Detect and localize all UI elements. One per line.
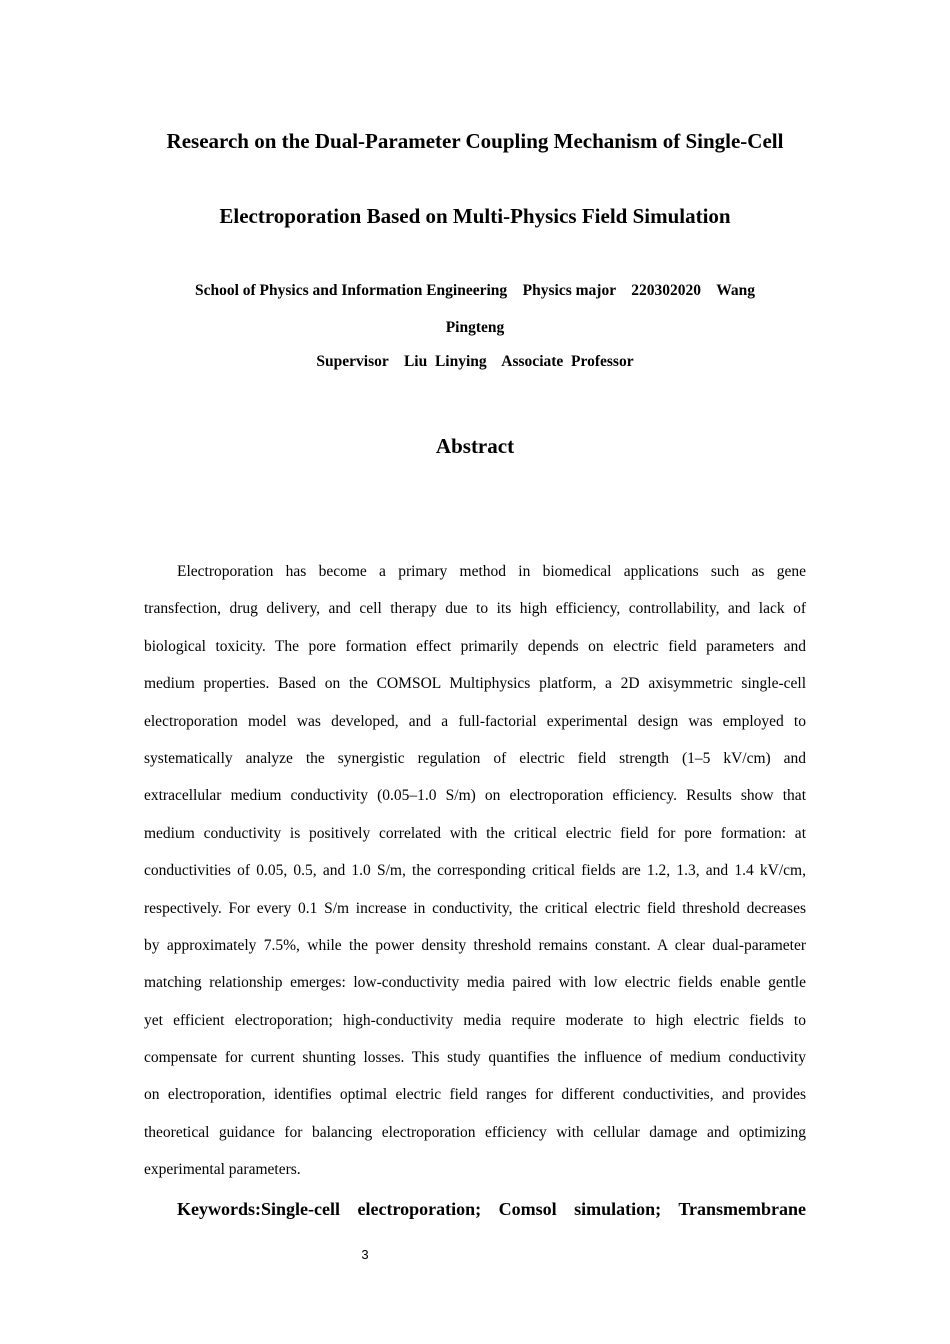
abstract-line: medium properties. Based on the COMSOL Multiphysics platform, a 2D axisymmetric single-cell: [144, 675, 806, 693]
abstract-line: systematically analyze the synergistic regulation of electric field strength (1–5 kV/cm) and: [144, 749, 806, 767]
abstract-line: theoretical guidance for balancing electroporation efficiency with cellular damage and optimizing: [144, 1123, 806, 1141]
abstract-line: on electroporation, identifies optimal electric field ranges for different conductivities, and provides: [144, 1086, 806, 1104]
abstract-line: respectively. For every 0.1 S/m increase in conductivity, the critical electric field threshold decreases: [144, 899, 806, 917]
abstract-line: transfection, drug delivery, and cell therapy due to its high efficiency, controllability, and lack of: [144, 600, 806, 618]
abstract-line: experimental parameters.: [144, 1161, 301, 1179]
abstract-line: biological toxicity. The pore formation effect primarily depends on electric field parameters and: [144, 637, 806, 655]
abstract-line: yet efficient electroporation; high-conductivity media require moderate to high electric fields to: [144, 1011, 806, 1029]
abstract-heading: Abstract: [435, 434, 515, 458]
abstract-line: compensate for current shunting losses. This study quantifies the influence of medium conductivity: [144, 1049, 806, 1067]
keywords: Keywords:Single-cell electroporation; Comsol simulation; Transmembrane: [177, 1199, 806, 1219]
abstract-body: [144, 553, 806, 1189]
author-line-2: Pingteng: [445, 319, 505, 336]
abstract-line: electroporation model was developed, and a full-factorial experimental design was employed to: [144, 712, 806, 730]
author-line-1: School of Physics and Information Engineering Physics major 220302020 Wang: [194, 282, 756, 299]
abstract-line: medium conductivity is positively correlated with the critical electric field for pore formation: at: [144, 824, 806, 842]
abstract-line: Electroporation has become a primary method in biomedical applications such as gene: [177, 563, 806, 580]
abstract-line: conductivities of 0.05, 0.5, and 1.0 S/m, the corresponding critical fields are 1.2, 1.3, and 1.4 kV/cm,: [144, 862, 806, 880]
abstract-line: by approximately 7.5%, while the power density threshold remains constant. A clear dual-parameter: [144, 936, 806, 954]
title-line-1: Research on the Dual-Parameter Coupling Mechanism of Single-Cell: [166, 129, 784, 153]
abstract-line: extracellular medium conductivity (0.05–1.0 S/m) on electroporation efficiency. Results show that: [144, 787, 806, 805]
abstract-line: matching relationship emerges: low-conductivity media paired with low electric fields enable gentle: [144, 974, 806, 992]
page-number: 3: [361, 1247, 369, 1262]
title-line-2: Electroporation Based on Multi-Physics Field Simulation: [219, 204, 731, 228]
supervisor-line: Supervisor Liu Linying Associate Professor: [316, 353, 634, 370]
